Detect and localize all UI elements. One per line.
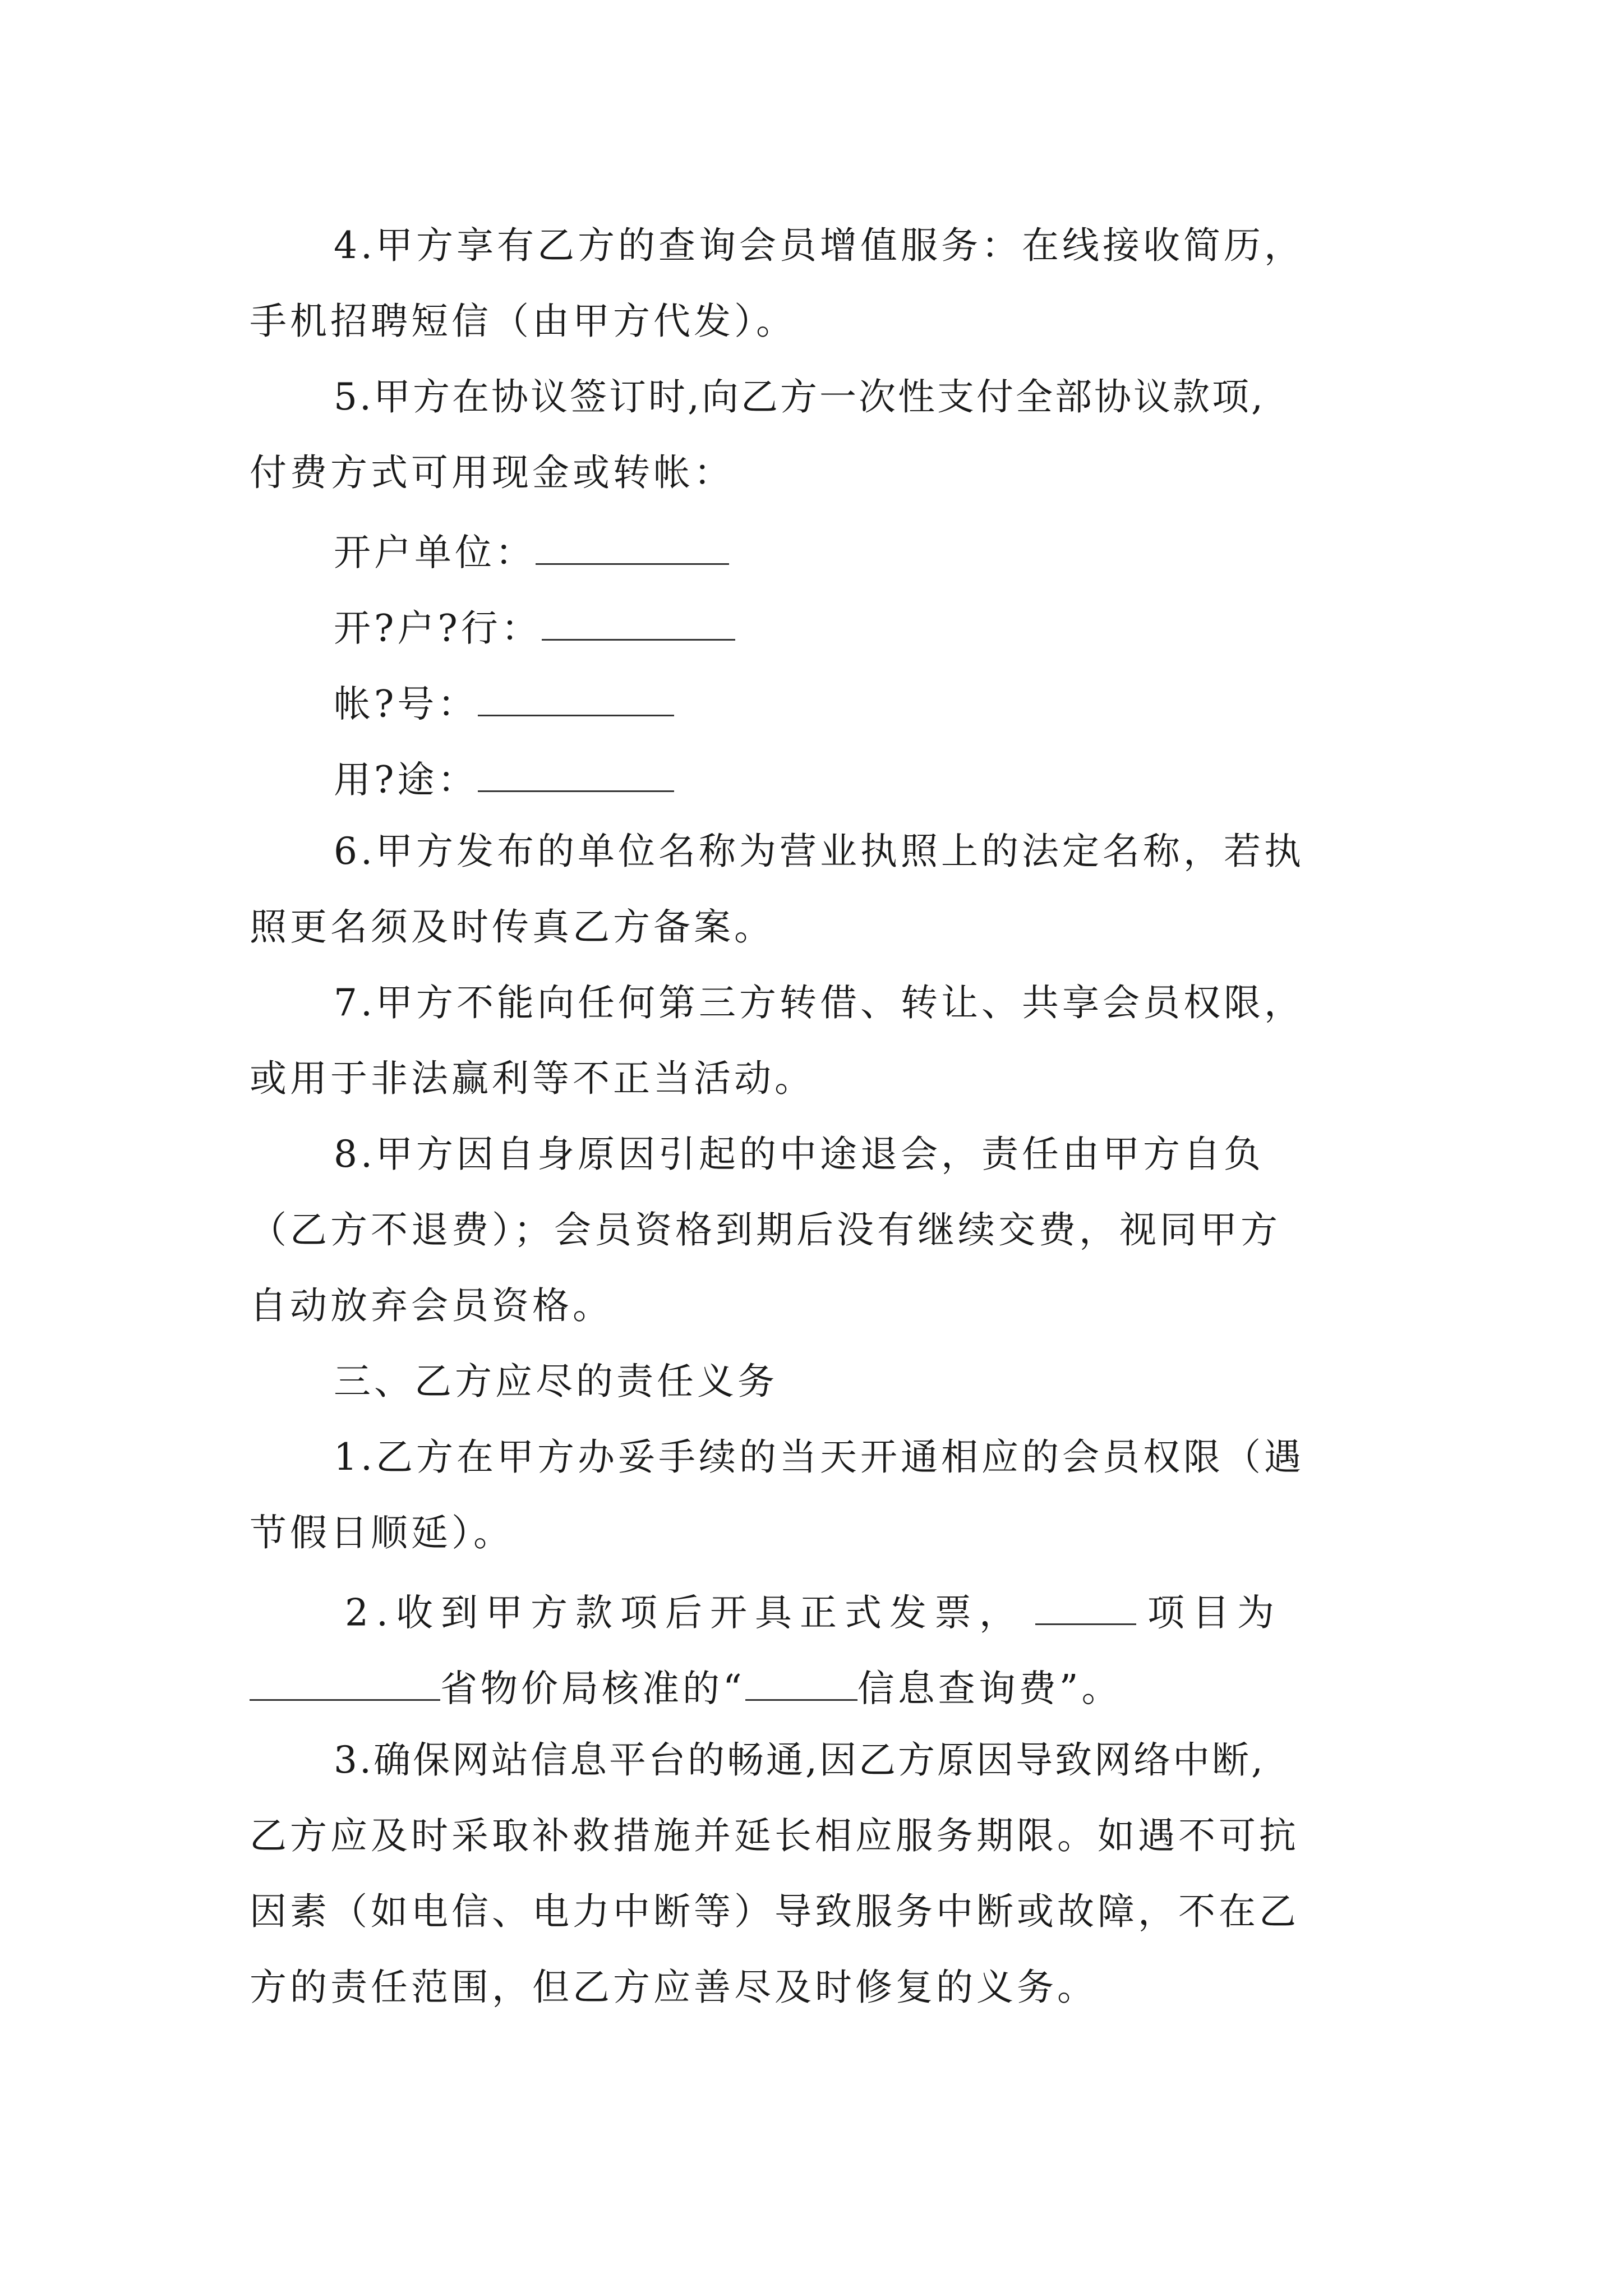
paragraph-line: 6.甲方发布的单位名称为营业执照上的法定名称，若执 — [334, 830, 1304, 873]
text-run: 省物价局核准的“ — [440, 1667, 745, 1710]
fill-in-blank — [478, 682, 674, 716]
fill-in-blank — [745, 1666, 857, 1701]
paragraph-line: 3.确保网站信息平台的畅通,因乙方原因导致网络中断, — [334, 1738, 1265, 1782]
bank-field-account-name — [334, 530, 729, 574]
paragraph-line: 节假日顺延）。 — [250, 1511, 514, 1554]
paragraph-line: 1.乙方在甲方办妥手续的当天开通相应的会员权限（遇 — [334, 1435, 1304, 1479]
fill-in-blank — [536, 530, 729, 565]
bank-field-account-number — [334, 682, 674, 726]
section-heading: 三、乙方应尽的责任义务 — [334, 1360, 778, 1403]
bank-field-bank — [334, 606, 735, 650]
text-run: 2.收到甲方款项后开具正式发票， — [345, 1591, 1024, 1635]
fill-in-blank — [250, 1666, 440, 1701]
paragraph-line — [250, 1666, 1122, 1710]
fill-in-blank — [1035, 1590, 1136, 1625]
fill-in-blank — [478, 757, 674, 792]
field-label: 开户单位： — [334, 531, 536, 574]
field-label: 用?途： — [334, 758, 478, 802]
fill-in-blank — [542, 606, 735, 641]
paragraph-line: 手机招聘短信（由甲方代发）。 — [250, 300, 796, 343]
paragraph-line: 8.甲方因自身原因引起的中途退会，责任由甲方自负 — [334, 1133, 1264, 1176]
paragraph-line: （乙方不退费）；会员资格到期后没有继续交费，视同甲方 — [250, 1208, 1281, 1251]
paragraph-line: 5.甲方在协议签订时,向乙方一次性支付全部协议款项, — [334, 375, 1265, 418]
paragraph-line: 付费方式可用现金或转帐： — [250, 451, 734, 494]
text-run: 项目为 — [1147, 1591, 1282, 1635]
paragraph-line: 4.甲方享有乙方的查询会员增值服务：在线接收简历， — [334, 224, 1304, 267]
paragraph-line — [345, 1590, 1282, 1635]
paragraph-line: 方的责任范围，但乙方应善尽及时修复的义务。 — [250, 1966, 1098, 2009]
paragraph-line: 7.甲方不能向任何第三方转借、转让、共享会员权限， — [334, 981, 1304, 1024]
paragraph-line: 自动放弃会员资格。 — [250, 1284, 613, 1327]
paragraph-line: 或用于非法赢利等不正当活动。 — [250, 1057, 815, 1100]
field-label: 帐?号： — [334, 682, 478, 726]
paragraph-line: 照更名须及时传真乙方备案。 — [250, 905, 774, 949]
paragraph-line: 因素（如电信、电力中断等）导致服务中断或故障，不在乙 — [250, 1890, 1299, 1933]
bank-field-purpose — [334, 757, 674, 802]
field-label: 开?户?行： — [334, 606, 542, 650]
paragraph-line: 乙方应及时采取补救措施并延长相应服务期限。如遇不可抗 — [250, 1814, 1299, 1857]
text-run: 信息查询费”。 — [857, 1667, 1122, 1710]
